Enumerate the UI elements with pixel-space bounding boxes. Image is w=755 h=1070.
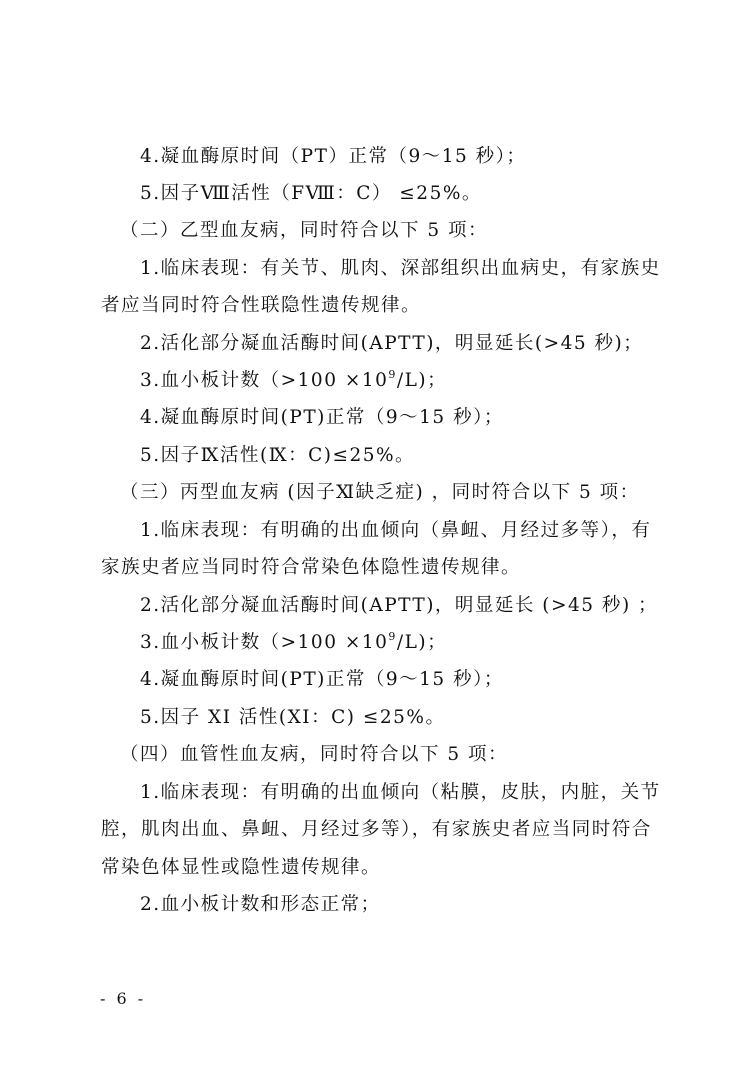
text-line: 4.凝血酶原时间(PT)正常（9～15 秒）； <box>140 407 504 428</box>
text-line: 5.因子Ⅷ活性（FⅧ：C） ≤25%。 <box>140 183 482 204</box>
text-line <box>140 631 447 655</box>
text-line: 4.凝血酶原时间（PT）正常（9～15 秒）； <box>140 146 527 167</box>
superscript: 9 <box>388 629 397 643</box>
text-line: 1.临床表现：有明确的出血倾向（鼻衄、月经过多等），有 <box>140 520 652 541</box>
text-line <box>140 369 447 393</box>
page-number: - 6 - <box>100 989 147 1008</box>
text-line: 者应当同时符合性联隐性遗传规律。 <box>101 295 422 316</box>
text-segment: /L)； <box>396 370 448 391</box>
section-heading: （三）丙型血友病 (因子Ⅺ缺乏症) ，同时符合以下 5 项： <box>120 482 640 503</box>
text-line: 1.临床表现：有关节、肌肉、深部组织出血病史，有家族史 <box>140 258 661 279</box>
text-segment: 3.血小板计数（>100 ×10 <box>140 370 389 391</box>
text-line: 2.血小板计数和形态正常； <box>140 894 381 915</box>
text-line: 1.临床表现：有明确的出血倾向（粘膜，皮肤，内脏，关节 <box>140 782 661 803</box>
text-line: 常染色体显性或隐性遗传规律。 <box>101 857 382 878</box>
text-line: 家族史者应当同时符合常染色体隐性遗传规律。 <box>101 557 522 578</box>
text-line: 腔，肌肉出血、鼻衄、月经过多等），有家族史者应当同时符合 <box>101 819 652 840</box>
superscript: 9 <box>388 367 397 381</box>
section-heading: （四）血管性血友病，同时符合以下 5 项： <box>120 744 509 765</box>
text-line: 2.活化部分凝血活酶时间(APTT)，明显延长 (>45 秒) ； <box>140 595 659 616</box>
text-line: 2.活化部分凝血活酶时间(APTT)，明显延长(>45 秒)； <box>140 333 644 354</box>
text-line: 4.凝血酶原时间(PT)正常（9～15 秒）； <box>140 669 504 690</box>
text-segment: 3.血小板计数（>100 ×10 <box>140 632 389 653</box>
text-line: 5.因子 XI 活性(XI：C) ≤25%。 <box>140 707 446 728</box>
text-line: 5.因子Ⅸ活性(Ⅸ：C)≤25%。 <box>140 445 416 466</box>
text-segment: /L)； <box>396 632 448 653</box>
section-heading: （二）乙型血友病，同时符合以下 5 项： <box>120 220 489 241</box>
